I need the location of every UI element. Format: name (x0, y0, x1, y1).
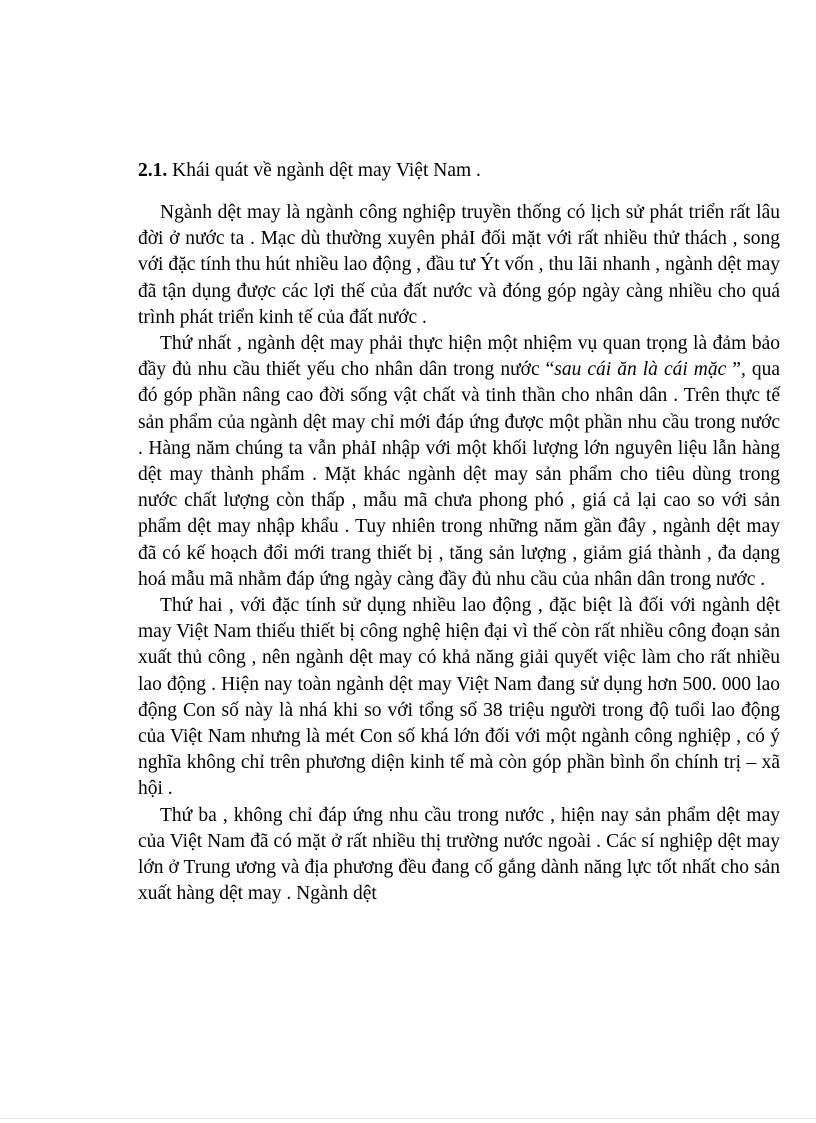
paragraph-intro: Ngành dệt may là ngành công nghiệp truyền thống có lịch sử phát triển rất lâu đời ở nước ta . Mạc dù thường xuyên phảI đối mặt với rất nhiều thử thách , song với đặc tính thu hút nhiều lao động , đầu tư Ýt vốn , thu lãi nhanh , ngành dệt may đã tận dụng được các lợi thế của đất nước và đóng góp ngày càng nhiều cho quá trình phát triển kinh tế của đất nước . (138, 202, 780, 328)
paragraph-first-point-text-2: ”, qua đó góp phần nâng cao đời sống vật chất và tinh thần cho nhân dân . Trên thực tế sản phẩm của ngành dệt may chỉ mới đáp ứng được một phần nhu cầu trong nước . Hàng năm chúng ta vẫn phảI nhập với một khối lượng lớn nguyên liệu lẫn hàng dệt may thành phẩm . Mặt khác ngành dệt may sản phẩm cho tiêu dùng trong nước chất lượng còn thấp , mẫu mã chưa phong phó , giá cả lại cao so với sản phẩm dệt may nhập khẩu . Tuy nhiên trong những năm gần đây , ngành dệt may đã có kế hoạch đổi mới trang thiết bị , tăng sản lượng , giảm giá thành , đa dạng hoá mẫu mã nhằm đáp ứng ngày càng đầy đủ nhu cầu của nhân dân trong nước . (138, 359, 781, 590)
paragraph-second-point: Thứ hai , với đặc tính sử dụng nhiều lao động , đặc biệt là đối với ngành dệt may Việt Nam thiếu thiết bị công nghệ hiện đại vì thế còn rất nhiều công đoạn sản xuất thủ công , nên ngành dệt may có khả năng giải quyết việc làm cho rất nhiều lao động . Hiện nay toàn ngành dệt may Việt Nam đang sử dụng hơn 500. 000 lao động Con số này là nhá khi so với tổng số 38 triệu người trong độ tuổi lao động của Việt Nam nhưng là mét Con số khá lớn đối với một ngành công nghiệp , có ý nghĩa không chỉ trên phương diện kinh tế mà còn góp phần bình ổn chính trị – xã hội . (138, 595, 780, 800)
paragraph-third-point: Thứ ba , không chỉ đáp ứng nhu cầu trong nước , hiện nay sản phẩm dệt may của Việt Nam đã có mặt ở rất nhiều thị trường nước ngoài . Các sí nghiệp dệt may lớn ở Trung ương và địa phương đều đang cố gắng dành năng lực tốt nhất cho sản xuất hàng dệt may . Ngành dệt (138, 804, 780, 905)
paragraph-first-point-text-1: Thứ nhất , ngành dệt may phải thực hiện một nhiệm vụ quan trọng là đảm bảo đầy đủ nhu cầu thiết yếu cho nhân dân trong nước “ (138, 333, 780, 381)
page-bottom-edge (0, 1118, 816, 1119)
section-title: Khái quát về ngành dệt may Việt Nam . (167, 160, 481, 181)
paragraph-first-point (138, 331, 780, 593)
italic-quote: sau cái ăn là cái mặc (554, 359, 727, 381)
section-heading (138, 158, 780, 184)
document-body (138, 158, 780, 907)
section-number: 2.1. (138, 160, 168, 181)
